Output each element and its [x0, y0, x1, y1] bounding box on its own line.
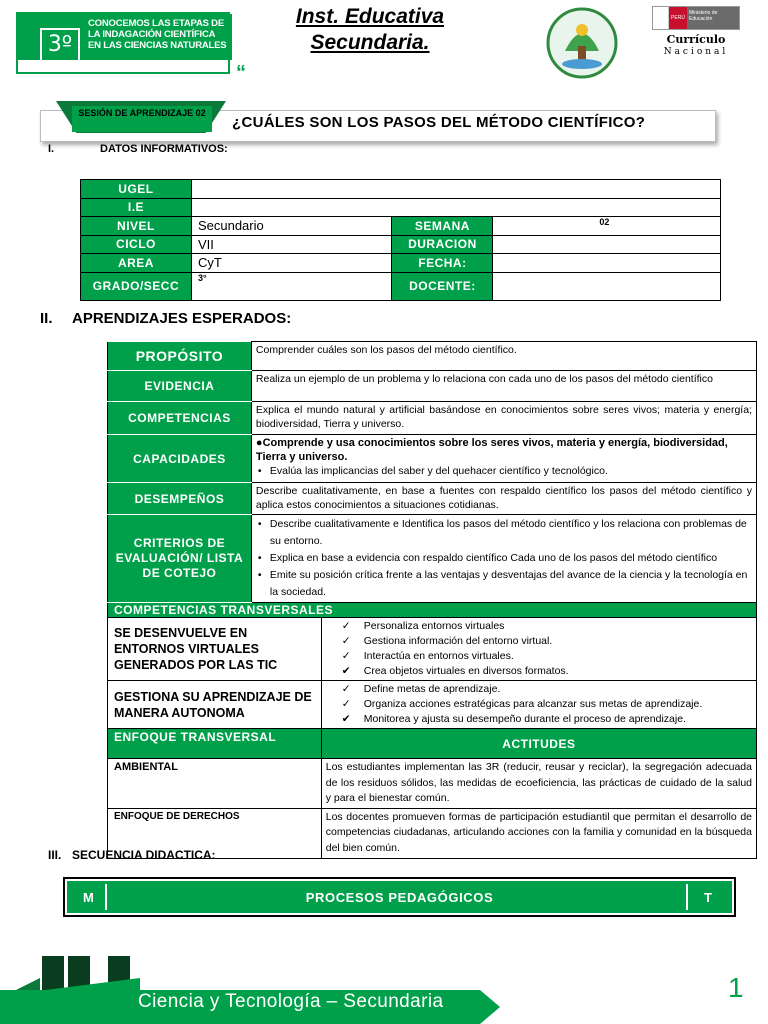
- curriculo-line-1: Currículo: [666, 33, 726, 46]
- auto-3: Monitorea y ajusta su desempeño durante el proceso de aprendizaje.: [363, 713, 686, 725]
- check-icon: ✓: [341, 620, 351, 632]
- semana-value: 02: [493, 217, 721, 236]
- autonomo-label: GESTIONA SU APRENDIZAJE DE MANERA AUTONOMA: [108, 681, 322, 729]
- bullet-icon: ●: [255, 437, 263, 449]
- curriculo-logo: [650, 34, 742, 58]
- table-row: [108, 681, 757, 729]
- check-icon: ✓: [341, 683, 351, 695]
- list-item: [326, 634, 752, 649]
- procesos-header: [63, 877, 736, 917]
- ugel-value: [191, 180, 720, 199]
- table-row: [108, 402, 757, 435]
- capacidades-value: [251, 435, 756, 483]
- ie-label: I.E: [81, 198, 192, 217]
- enfoque-label: ENFOQUE TRANSVERSAL: [108, 729, 322, 759]
- list-item: [256, 550, 752, 567]
- nivel-label: NIVEL: [81, 217, 192, 236]
- institution-line-1: Inst. Educativa: [295, 5, 445, 28]
- ciclo-label: CICLO: [81, 235, 192, 254]
- bullet-icon: •: [257, 569, 262, 581]
- table-row: [108, 515, 757, 603]
- tic-4: Crea objetos virtuales en diversos formatos.: [363, 665, 569, 677]
- quote-mark: “: [236, 62, 246, 84]
- table-row: [81, 254, 721, 273]
- derechos-label: ENFOQUE DE DERECHOS: [108, 808, 322, 858]
- bullet-icon: •: [257, 552, 262, 564]
- table-row: [81, 217, 721, 236]
- ministry-name: Ministerio de Educación: [687, 7, 739, 29]
- list-item: [326, 697, 752, 712]
- autonomo-items: [321, 681, 756, 729]
- section-3-heading: [48, 848, 216, 862]
- institution-name: [280, 4, 460, 56]
- criterio-2: Explica en base a evidencia con respaldo científico Cada uno de los pasos del método científico: [269, 552, 718, 564]
- docente-label: DOCENTE:: [392, 272, 493, 300]
- ambiental-label: AMBIENTAL: [108, 759, 322, 809]
- tic-2: Gestiona información del entorno virtual.: [363, 635, 553, 647]
- list-item: [326, 712, 752, 727]
- section-1-number: I.: [48, 143, 55, 155]
- section-3-number: III.: [48, 848, 62, 862]
- competencias-value: Explica el mundo natural y artificial basándose en conocimientos sobre seres vivos; materia y energía; biodiversidad, Tierra y universo.: [251, 402, 756, 435]
- procesos-title: PROCESOS PEDAGÓGICOS: [305, 890, 494, 905]
- coat-of-arms-icon: [653, 7, 669, 29]
- procesos-t: T: [704, 890, 712, 905]
- section-1-heading: [48, 143, 228, 155]
- ugel-label: UGEL: [81, 180, 192, 199]
- desempenos-label: DESEMPEÑOS: [108, 483, 252, 515]
- aprendizajes-table: [107, 341, 757, 859]
- check-icon: ✓: [341, 650, 351, 662]
- proposito-label: PROPÓSITO: [108, 342, 252, 371]
- semana-label: SEMANA: [392, 217, 493, 236]
- ie-value: [191, 198, 720, 217]
- criterios-label: CRITERIOS DE EVALUACIÓN/ LISTA DE COTEJO: [108, 515, 252, 603]
- fecha-value: [493, 254, 721, 273]
- list-item: [256, 464, 752, 478]
- transversales-label: COMPETENCIAS TRANSVERSALES: [108, 603, 757, 618]
- proposito-value: Comprender cuáles son los pasos del método científico.: [251, 342, 756, 371]
- capacidad-1: Comprende y usa conocimientos sobre los seres vivos, materia y energía, biodiversidad, Tierra y universo.: [255, 437, 728, 463]
- table-row: [108, 435, 757, 483]
- grade-badge: 3º: [40, 28, 80, 62]
- tic-1: Personaliza entornos virtuales: [363, 620, 505, 632]
- table-row: [81, 198, 721, 217]
- institution-line-2: Secundaria.: [310, 31, 430, 54]
- duracion-label: DURACION: [392, 235, 493, 254]
- tic-label: SE DESENVUELVE EN ENTORNOS VIRTUALES GENERADOS POR LAS TIC: [108, 618, 322, 681]
- procesos-bar: [67, 881, 732, 913]
- page-number: 1: [728, 972, 744, 1003]
- grado-value: 3°: [191, 272, 392, 300]
- desempenos-value: Describe cualitativamente, en base a fuentes con respaldo científico los pasos del método científico y aplica estos conocimientos a situaciones cotidianas.: [251, 483, 756, 515]
- unit-title: CONOCEMOS LAS ETAPAS DE LA INDAGACIÓN CIENTÍFICA EN LAS CIENCIAS NATURALES: [88, 18, 227, 51]
- table-row: [81, 235, 721, 254]
- school-logo: [545, 6, 619, 80]
- footer-text: Ciencia y Tecnología – Secundaria: [138, 991, 444, 1012]
- check-icon: ✔: [341, 713, 351, 725]
- list-item: [256, 567, 752, 601]
- section-2-heading: [40, 310, 292, 327]
- area-value: CyT: [191, 254, 392, 273]
- list-item: [326, 619, 752, 634]
- tic-items: [321, 618, 756, 681]
- table-row: [108, 483, 757, 515]
- competencias-label: COMPETENCIAS: [108, 402, 252, 435]
- area-label: AREA: [81, 254, 192, 273]
- ambiental-value: Los estudiantes implementan las 3R (reducir, reusar y reciclar), la segregación adecuada de los residuos sólidos, las medidas de ecoeficiencia, las prácticas de cuidado de la salud y para el bienestar común.: [321, 759, 756, 809]
- evidencia-label: EVIDENCIA: [108, 371, 252, 402]
- criterios-value: [251, 515, 756, 603]
- table-row: [108, 729, 757, 759]
- table-row: [108, 603, 757, 618]
- unit-header: [16, 12, 230, 74]
- tic-3: Interactúa en entornos virtuales.: [363, 650, 514, 662]
- criterio-3: Emite su posición crítica frente a las ventajas y desventajas del avance de la ciencia y la tecnología en la sociedad.: [269, 569, 748, 598]
- section-2-title: APRENDIZAJES ESPERADOS:: [72, 310, 292, 327]
- duracion-value: [493, 235, 721, 254]
- nivel-value: Secundario: [191, 217, 392, 236]
- table-row: [108, 371, 757, 402]
- bullet-icon: •: [257, 465, 262, 477]
- derechos-value: Los docentes promueven formas de participación estudiantil que permitan el desarrollo de competencias ciudadanas, articulando acciones con la familia y comunidad en la búsqueda del bien común.: [321, 808, 756, 858]
- check-icon: ✔: [341, 665, 351, 677]
- list-item: [256, 516, 752, 550]
- ministry-logo: [652, 6, 740, 30]
- procesos-m: M: [83, 890, 94, 905]
- session-tag: SESIÓN DE APRENDIZAJE 02: [72, 106, 212, 132]
- bullet-icon: •: [257, 518, 262, 530]
- curriculo-line-2: Nacional: [663, 47, 729, 57]
- table-row: [108, 342, 757, 371]
- criterio-1: Describe cualitativamente e Identifica los pasos del método científico y los relaciona con problemas de su entorno.: [269, 518, 747, 547]
- grado-label: GRADO/SECC: [81, 272, 192, 300]
- check-icon: ✓: [341, 698, 351, 710]
- check-icon: ✓: [341, 635, 351, 647]
- list-item: [326, 664, 752, 679]
- ciclo-value: VII: [191, 235, 392, 254]
- section-1-title: DATOS INFORMATIVOS:: [100, 143, 228, 155]
- divider: [686, 884, 688, 910]
- table-row: [81, 272, 721, 300]
- capacidad-2: Evalúa las implicancias del saber y del quehacer científico y tecnológico.: [269, 465, 608, 477]
- list-item: [326, 649, 752, 664]
- actitudes-label: ACTITUDES: [321, 729, 756, 759]
- fecha-label: FECHA:: [392, 254, 493, 273]
- datos-table: [80, 179, 721, 301]
- list-item: [326, 682, 752, 697]
- peru-label: PERÚ: [669, 7, 687, 29]
- auto-2: Organiza acciones estratégicas para alcanzar sus metas de aprendizaje.: [363, 698, 703, 710]
- list-item: [256, 436, 752, 464]
- section-3-title: SECUENCIA DIDACTICA:: [72, 848, 216, 862]
- table-row: [108, 618, 757, 681]
- session-question: ¿CUÁLES SON LOS PASOS DEL MÉTODO CIENTÍFICO?: [232, 114, 646, 131]
- auto-1: Define metas de aprendizaje.: [363, 683, 501, 695]
- section-2-number: II.: [40, 310, 53, 327]
- table-row: [108, 759, 757, 809]
- evidencia-value: Realiza un ejemplo de un problema y lo relaciona con cada uno de los pasos del método científico: [251, 371, 756, 402]
- docente-value: [493, 272, 721, 300]
- capacidades-label: CAPACIDADES: [108, 435, 252, 483]
- table-row: [81, 180, 721, 199]
